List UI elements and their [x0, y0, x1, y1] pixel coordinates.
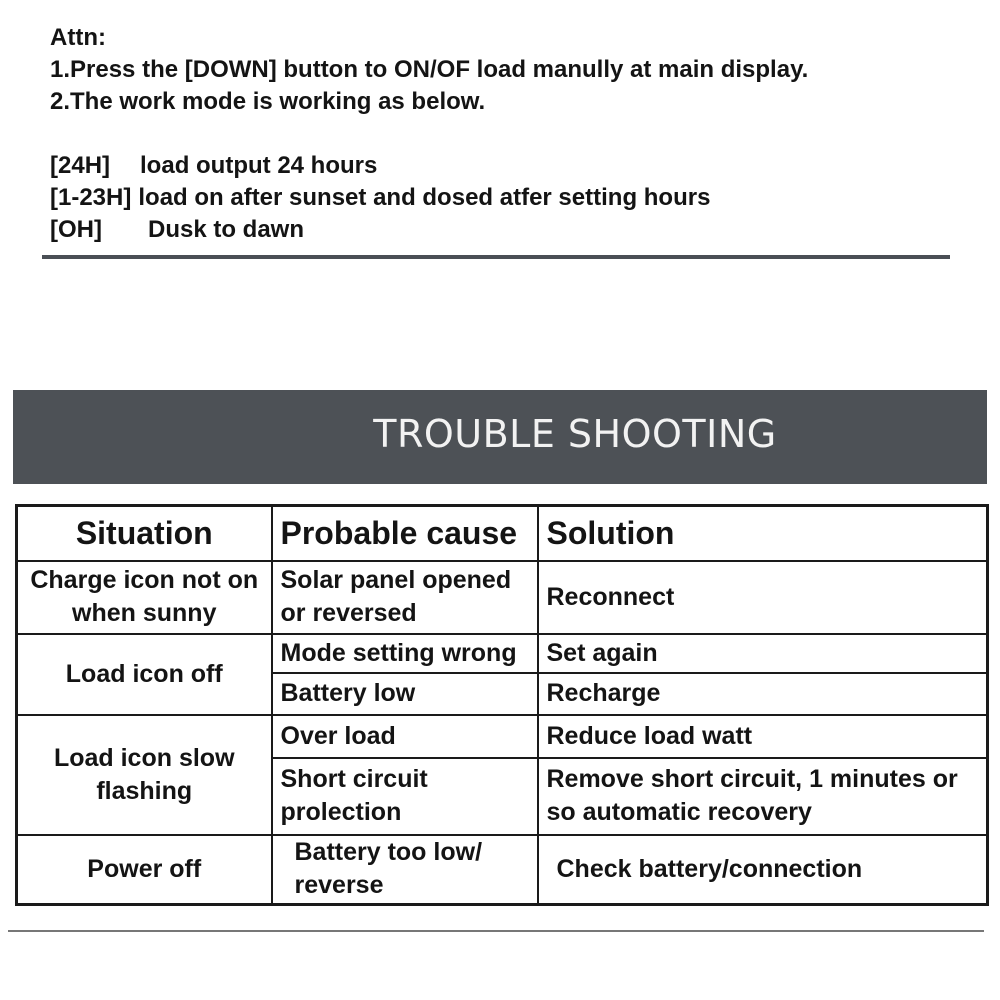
- header-solution: Solution: [538, 506, 988, 561]
- divider-bottom: [8, 930, 984, 932]
- solution-cell: Check battery/connection: [538, 835, 988, 905]
- table-row: [17, 835, 988, 905]
- divider-top: [42, 255, 950, 259]
- situation-cell: Load icon slow flashing: [17, 715, 272, 835]
- cause-cell: Short circuit prolection: [272, 758, 538, 835]
- cause-cell: Solar panel opened or reversed: [272, 561, 538, 634]
- header-probable-cause: Probable cause: [272, 506, 538, 561]
- situation-cell: Charge icon not on when sunny: [17, 561, 272, 634]
- mode-item-oh: [50, 214, 970, 246]
- mode-desc: load on after sunset and dosed atfer setting hours: [138, 184, 711, 211]
- cause-cell: Mode setting wrong: [272, 634, 538, 673]
- section-title: TROUBLE SHOOTING: [373, 412, 777, 456]
- troubleshooting-table: [15, 504, 989, 906]
- situation-cell: Power off: [17, 835, 272, 905]
- table-header-row: [17, 506, 988, 561]
- solution-cell: Reduce load watt: [538, 715, 988, 758]
- mode-desc: load output 24 hours: [140, 152, 378, 179]
- solution-cell: Recharge: [538, 673, 988, 715]
- solution-cell: Remove short circuit, 1 minutes or so automatic recovery: [538, 758, 988, 835]
- mode-code: [24H]: [50, 152, 111, 179]
- mode-item-1-23h: [50, 182, 970, 214]
- solution-cell: Set again: [538, 634, 988, 673]
- instructions-notes: [50, 22, 970, 246]
- mode-item-24h: [50, 150, 970, 182]
- cause-cell: Over load: [272, 715, 538, 758]
- solution-cell: Reconnect: [538, 561, 988, 634]
- mode-code: [OH]: [50, 216, 102, 243]
- instruction-line-2: 2.The work mode is working as below.: [50, 88, 486, 115]
- header-situation: Situation: [17, 506, 272, 561]
- attn-label: Attn:: [50, 24, 106, 51]
- cause-cell: Battery too low/ reverse: [272, 835, 538, 905]
- cause-cell: Battery low: [272, 673, 538, 715]
- instruction-line-1: 1.Press the [DOWN] button to ON/OF load manully at main display.: [50, 56, 809, 83]
- mode-code: [1-23H]: [50, 184, 132, 211]
- mode-desc: Dusk to dawn: [147, 216, 304, 243]
- table-row: [17, 715, 988, 758]
- section-banner: [13, 390, 987, 484]
- table-row: [17, 561, 988, 634]
- table-row: [17, 634, 988, 673]
- situation-cell: Load icon off: [17, 634, 272, 715]
